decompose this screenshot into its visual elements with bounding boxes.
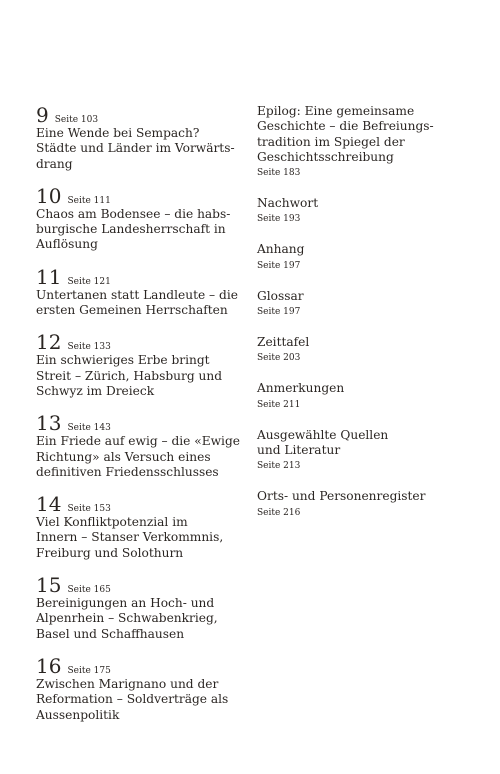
toc-chapter-14 bbox=[36, 493, 236, 561]
title-line: Zeittafel bbox=[257, 335, 310, 350]
title-line: Untertanen statt Landleute – die bbox=[36, 287, 238, 302]
title-line: tradition im Spiegel der bbox=[257, 134, 405, 149]
chapter-number: 14 bbox=[36, 492, 62, 517]
title-line: Reformation – Soldverträge als bbox=[36, 692, 229, 707]
title-line: Bereinigungen an Hoch- und bbox=[36, 596, 215, 611]
title-line: drang bbox=[36, 156, 73, 171]
chapter-title bbox=[36, 353, 236, 399]
title-line: Aussenpolitik bbox=[36, 707, 120, 722]
chapter-page-ref: Seite 103 bbox=[54, 115, 99, 125]
title-line: Chaos am Bodensee – die habs- bbox=[36, 206, 231, 221]
entry-page-ref: Seite 193 bbox=[257, 214, 301, 225]
entry-page-ref: Seite 211 bbox=[257, 399, 301, 410]
title-line: Auflösung bbox=[36, 237, 98, 252]
toc-chapter-9 bbox=[36, 104, 236, 172]
title-line: Zwischen Marignano und der bbox=[36, 676, 219, 691]
entry-page-ref: Seite 216 bbox=[257, 507, 301, 518]
entry-title bbox=[257, 489, 467, 504]
chapter-heading bbox=[36, 412, 236, 434]
toc-chapters-column bbox=[36, 103, 240, 736]
chapter-title bbox=[36, 126, 236, 172]
chapter-title bbox=[36, 515, 236, 561]
chapter-page-ref: Seite 165 bbox=[67, 585, 111, 596]
entry-title bbox=[257, 335, 467, 350]
chapter-title bbox=[36, 434, 240, 480]
chapter-title bbox=[36, 677, 236, 723]
title-line: Geschichtsschreibung bbox=[257, 149, 394, 164]
chapter-number: 13 bbox=[36, 411, 62, 436]
toc-chapter-10 bbox=[36, 185, 236, 253]
toc-chapter-13 bbox=[36, 411, 240, 480]
toc-entry-anhang bbox=[257, 242, 467, 272]
title-line: Innern – Stanser Verkommnis, bbox=[36, 530, 224, 545]
title-line: Ausgewählte Quellen bbox=[257, 427, 389, 442]
chapter-heading bbox=[36, 655, 236, 677]
entry-page-ref: Seite 197 bbox=[257, 260, 301, 271]
chapter-number: 16 bbox=[36, 653, 62, 678]
chapter-page-ref: Seite 153 bbox=[67, 504, 111, 515]
title-line: Städte und Länder im Vorwärts- bbox=[36, 141, 235, 156]
chapter-heading bbox=[36, 104, 236, 126]
chapter-page-ref: Seite 111 bbox=[67, 195, 111, 206]
entry-page-ref: Seite 203 bbox=[257, 353, 301, 364]
toc-entry-quellen-literatur bbox=[257, 428, 467, 474]
chapter-heading bbox=[36, 574, 236, 596]
chapter-heading bbox=[36, 331, 236, 353]
chapter-number: 9 bbox=[36, 103, 49, 127]
chapter-number: 12 bbox=[36, 330, 62, 355]
toc-entry-nachwort bbox=[257, 196, 467, 226]
title-line: Eine Wende bei Sempach? bbox=[36, 126, 200, 140]
toc-appendix-column bbox=[257, 104, 467, 536]
chapter-heading bbox=[36, 266, 236, 288]
chapter-page-ref: Seite 143 bbox=[67, 423, 111, 434]
chapter-title bbox=[36, 288, 236, 319]
chapter-title bbox=[36, 596, 236, 642]
toc-chapter-12 bbox=[36, 331, 236, 399]
title-line: Basel und Schaffhausen bbox=[36, 626, 185, 641]
toc-entry-epilog bbox=[257, 104, 467, 180]
title-line: und Literatur bbox=[257, 442, 341, 457]
title-line: definitiven Friedensschlusses bbox=[36, 464, 219, 479]
entry-title bbox=[257, 289, 467, 304]
entry-title bbox=[257, 104, 467, 165]
toc-entry-anmerkungen bbox=[257, 381, 467, 411]
entry-title bbox=[257, 242, 467, 257]
toc-chapter-16 bbox=[36, 655, 236, 723]
entry-page-ref: Seite 197 bbox=[257, 307, 301, 318]
title-line: Alpenrhein – Schwabenkrieg, bbox=[36, 611, 218, 626]
title-line: Ein Friede auf ewig – die «Ewige bbox=[36, 434, 240, 449]
title-line: Viel Konfliktpotenzial im bbox=[36, 515, 188, 530]
entry-title bbox=[257, 428, 467, 459]
entry-title bbox=[257, 196, 467, 211]
title-line: Anhang bbox=[257, 242, 305, 257]
title-line: Epilog: Eine gemeinsame bbox=[257, 104, 415, 118]
title-line: Glossar bbox=[257, 288, 304, 303]
title-line: Anmerkungen bbox=[257, 381, 345, 396]
entry-page-ref: Seite 213 bbox=[257, 461, 301, 472]
toc-entry-glossar bbox=[257, 289, 467, 319]
chapter-number: 10 bbox=[36, 183, 62, 208]
title-line: Orts- und Personenregister bbox=[257, 489, 426, 504]
title-line: Freiburg und Solothurn bbox=[36, 545, 184, 560]
chapter-heading bbox=[36, 493, 236, 515]
chapter-number: 11 bbox=[36, 264, 62, 289]
toc-entry-zeittafel bbox=[257, 335, 467, 365]
chapter-page-ref: Seite 121 bbox=[67, 276, 111, 287]
toc-chapter-15 bbox=[36, 574, 236, 642]
title-line: burgische Landesherrschaft in bbox=[36, 222, 226, 237]
chapter-page-ref: Seite 175 bbox=[67, 665, 111, 676]
entry-page-ref: Seite 183 bbox=[257, 168, 301, 179]
entry-title bbox=[257, 381, 467, 396]
chapter-title bbox=[36, 207, 236, 253]
chapter-number: 15 bbox=[36, 573, 62, 598]
toc-chapter-11 bbox=[36, 266, 236, 319]
title-line: Schwyz im Dreieck bbox=[36, 383, 155, 398]
title-line: Geschichte – die Befreiungs- bbox=[257, 119, 434, 134]
title-line: Richtung» als Versuch eines bbox=[36, 449, 211, 464]
toc-entry-register bbox=[257, 489, 467, 519]
title-line: ersten Gemeinen Herrschaften bbox=[36, 303, 228, 318]
chapter-page-ref: Seite 133 bbox=[67, 342, 111, 353]
chapter-heading bbox=[36, 185, 236, 207]
title-line: Streit – Zürich, Habsburg und bbox=[36, 368, 222, 383]
title-line: Nachwort bbox=[257, 196, 319, 211]
title-line: Ein schwieriges Erbe bringt bbox=[36, 353, 210, 368]
